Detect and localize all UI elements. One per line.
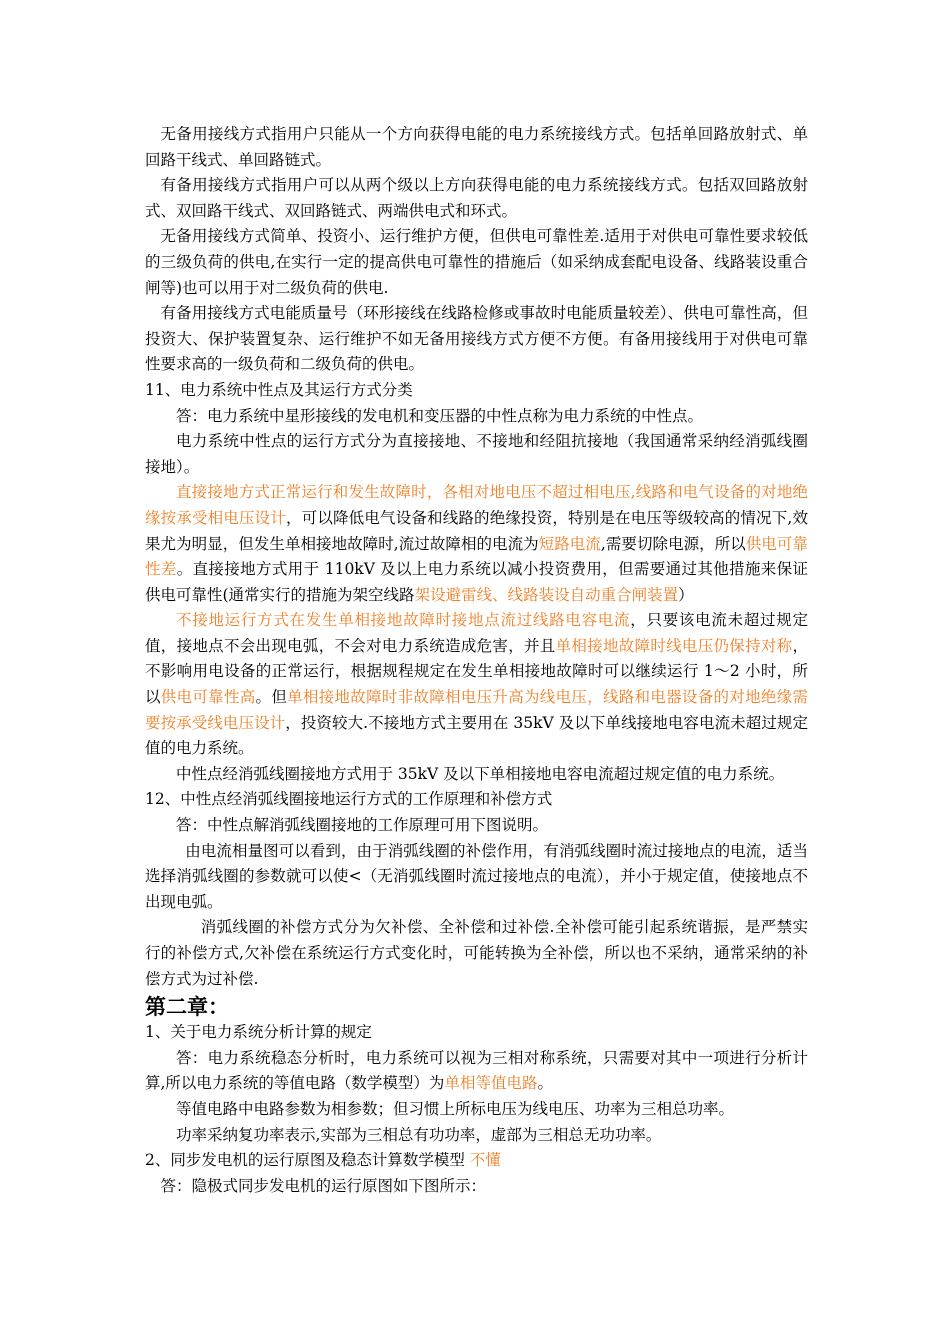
- text-run: 。直接接地方式用于 110kV 及以上电力系统以减小投资费用，但需要通过其他措施来保证供电可靠性(通常实行的措施为架空线路: [145, 560, 808, 604]
- text-run: 中性点经消弧线圈接地方式用于 35kV 及以下单相接地电容电流超过规定值的电力系统。: [176, 764, 785, 783]
- paragraph: [145, 813, 808, 839]
- paragraph: [145, 915, 808, 992]
- text-run: 答：中性点解消弧线圈接地的工作原理可用下图说明。: [176, 816, 549, 835]
- highlighted-text: 单相接地故障时线电压仍保持对称: [555, 636, 793, 655]
- paragraph: [145, 480, 808, 608]
- highlighted-text: 单相接地故障时非故障相电压升高为线电压，线路和电器设备的对地绝缘需要按承受线电压设计: [145, 688, 808, 732]
- text-run: 功率采纳复功率表示,实部为三相总有功功率，虚部为三相总无功功率。: [176, 1125, 662, 1144]
- paragraph: [145, 378, 808, 404]
- paragraph: [145, 224, 808, 301]
- paragraph: [145, 429, 808, 480]
- text-run: 有备用接线方式电能质量号（环形接线在线路检修或事故时电能质量较差）、供电可靠性高，但投资大、保护装置复杂、运行维护不如无备用接线方式方便不方便。有备用接线用于对供电可靠性要求高的一级负荷和二级负荷的供电。: [145, 304, 808, 374]
- highlighted-text: 架设避雷线、线路装设自动重合闸装置: [414, 585, 679, 604]
- paragraph: [145, 608, 808, 762]
- text-run: ,需要切除电源，所以: [600, 534, 746, 553]
- text-run: 1、关于电力系统分析计算的规定: [145, 1023, 372, 1042]
- highlighted-text: 供电可靠性高: [160, 688, 256, 707]
- text-run: 由电流相量图可以看到，由于消弧线圈的补偿作用，有消弧线圈时流过接地点的电流，适当选择消弧线圈的参数就可以使<（无消弧线圈时流过接地点的电流），并小于规定值，使接地点不出现电弧。: [145, 841, 808, 911]
- paragraph: [145, 1148, 808, 1174]
- section-chapter-two: [145, 1020, 808, 1199]
- chapter-title: 第二章：: [145, 995, 229, 1020]
- text-run: ，不影响用电设备的正常运行，根据规程规定在发生单相接地故障时可以继续运行 1～2 小时，所以: [145, 636, 808, 707]
- highlighted-text: 直接接地方式正常运行和发生故障时，各相对地电压不超过相电压,线路和电气设备的对地绝缘按承受相电压设计: [145, 483, 808, 527]
- text-run: ，只要该电流未超过规定值，接地点不会出现电弧，不会对电力系统造成危害，并且: [145, 611, 808, 655]
- highlighted-text: 单相等值电路: [444, 1074, 538, 1093]
- text-run: ）: [678, 585, 694, 604]
- paragraph: [145, 122, 808, 173]
- paragraph: [145, 1174, 808, 1200]
- text-run: 无备用接线方式指用户只能从一个方向获得电能的电力系统接线方式。包括单回路放射式、单回路干线式、单回路链式。: [145, 125, 808, 169]
- paragraph: [145, 173, 808, 224]
- section-transmission-and-neutral: [145, 122, 808, 992]
- text-run: 12、中性点经消弧线圈接地运行方式的工作原理和补偿方式: [145, 790, 553, 809]
- text-run: 答：隐极式同步发电机的运行原图如下图所示：: [160, 1176, 487, 1195]
- highlighted-text: 供电可靠性差: [145, 534, 808, 579]
- paragraph: [145, 1046, 808, 1097]
- paragraph: [145, 1020, 808, 1046]
- paragraph: [145, 787, 808, 813]
- text-run: 无备用接线方式简单、投资小、运行维护方便，但供电可靠性差.适用于对供电可靠性要求较低的三级负荷的供电,在实行一定的提高供电可靠性的措施后（如采纳成套配电设备、线路装设重合闸等)也可以用于对二级负荷的供电.: [145, 227, 808, 297]
- text-run: 。: [537, 1074, 553, 1093]
- paragraph: [145, 1123, 808, 1149]
- paragraph: [145, 301, 808, 378]
- text-run: 等值电路中电路参数为相参数；但习惯上所标电压为线电压、功率为三相总功率。: [176, 1099, 735, 1118]
- text-run: 。但: [255, 688, 288, 707]
- text-run: 2、同步发电机的运行原图及稳态计算数学模型: [145, 1151, 470, 1170]
- text-run: 电力系统中性点的运行方式分为直接接地、不接地和经阻抗接地（我国通常采纳经消弧线圈接地）。: [145, 432, 808, 476]
- text-run: 答：电力系统中星形接线的发电机和变压器的中性点称为电力系统的中性点。: [176, 406, 704, 425]
- text-run: 11、电力系统中性点及其运行方式分类: [145, 380, 413, 399]
- text-run: 有备用接线方式指用户可以从两个级以上方向获得电能的电力系统接线方式。包括双回路放射式、双回路干线式、双回路链式、两端供电式和环式。: [145, 176, 808, 220]
- text-run: 答：电力系统稳态分析时，电力系统可以视为三相对称系统，只需要对其中一项进行分析计算,所以电力系统的等值电路（数学模型）为: [145, 1048, 808, 1093]
- highlighted-text: 不接地运行方式在发生单相接地故障时接地点流过线路电容电流: [176, 611, 631, 630]
- paragraph: [145, 1097, 808, 1123]
- paragraph: [145, 762, 808, 788]
- highlighted-text: 不懂: [469, 1151, 501, 1170]
- text-run: 消弧线圈的补偿方式分为欠补偿、全补偿和过补偿.全补偿可能引起系统谐振，是严禁实行的补偿方式,欠补偿在系统运行方式变化时，可能转换为全补偿，所以也不采纳，通常采纳的补偿方式为过补偿.: [145, 918, 808, 988]
- text-run: ，可以降低电气设备和线路的绝缘投资，特别是在电压等级较高的情况下,效果尤为明显，但发生单相接地故障时,流过故障相的电流为: [145, 508, 808, 553]
- paragraph: [145, 404, 808, 430]
- document-page: [145, 122, 808, 1199]
- paragraph: [145, 839, 808, 916]
- highlighted-text: 短路电流: [538, 534, 601, 553]
- text-run: ，投资较大.不接地方式主要用在 35kV 及以下单线接地电容电流未超过规定值的电力系统。: [145, 713, 808, 758]
